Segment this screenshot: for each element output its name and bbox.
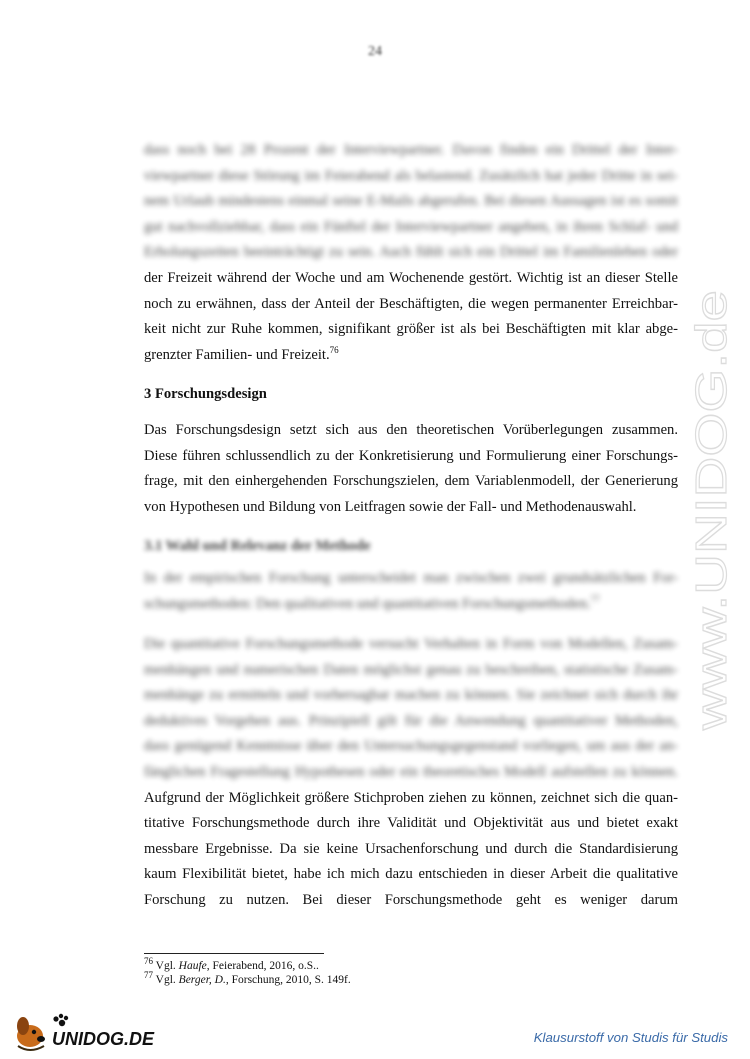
text-line: frage, mit den einhergehenden Forschungszielen, dem Variablenmodell, der Generierung — [144, 473, 678, 490]
text-line: Aufgrund der Möglichkeit größere Stichproben ziehen zu können, zeichnet sich die quan- — [144, 789, 678, 806]
page-number: 24 — [368, 44, 382, 59]
subsection-paragraph — [144, 566, 678, 617]
logo-text: UNIDOG.DE — [52, 1029, 155, 1049]
paw-icon — [53, 1014, 68, 1026]
text-line: Die quantitative Forschungsmethode versucht Verhalten in Form von Modellen, Zusam- — [144, 636, 678, 652]
subsection-heading: 3.1 Wahl und Relevanz der Methode — [144, 538, 371, 554]
text-line: kaum Flexibilität bietet, habe ich mich dazu entschieden in dieser Arbeit die qualitative — [144, 866, 678, 883]
text-line: Das Forschungsdesign setzt sich aus den theoretischen Vorüberlegungen zusammen. — [144, 422, 678, 438]
blurred-text — [144, 138, 678, 266]
footnote — [144, 970, 351, 987]
footnote-text: Vgl. — [155, 960, 179, 972]
unidog-logo — [10, 1010, 160, 1052]
footnote-number: 77 — [144, 970, 153, 981]
text-line: titative Forschungsmethode durch ihre Validität und Objektivität aus und bietet exakt — [144, 815, 678, 832]
dog-icon — [17, 1017, 45, 1050]
text-line: gut nachvollziehbar, dass ein Fünftel der Interviewpartner angeben, in ihren Schlaf- und — [144, 218, 678, 235]
text-line: In der empirischen Forschung unterscheidet man zwischen zwei grundsätzlichen For- — [144, 570, 678, 586]
footnote-text: , Feierabend, 2016, o.S.. — [206, 960, 319, 972]
watermark-text: www.UNIDOG.de — [687, 387, 736, 730]
text-line: viewpartner diese Störung im Feierabend als belastend. Zusätzlich hat jeder Dritte in sei- — [144, 167, 678, 184]
text-line — [144, 343, 678, 369]
text-line: messbare Ergebnisse. Da sie keine Ursachenforschung und durch die Standardisierung — [144, 840, 678, 857]
method-paragraph — [144, 632, 678, 914]
footnote — [144, 956, 319, 973]
text-line: deduktives Vorgehen aus. Prinzipiell gilt für die Anwendung quantitativer Methoden, — [144, 712, 678, 729]
section-heading: 3 Forschungsdesign — [144, 386, 267, 402]
footnote-ref: 76 — [329, 344, 339, 355]
top-paragraph — [144, 138, 678, 368]
text-line: Forschung zu nutzen. Bei dieser Forschungsmethode geht es weniger darum — [144, 891, 678, 908]
text-span: schungsmethoden: Den qualitativen und quantitativen Forschungsmethoden. — [144, 595, 591, 612]
footnote-divider — [144, 953, 324, 954]
text-line: menhängen und numerischen Daten möglichst genau zu beschreiben, statistische Zusam- — [144, 661, 678, 678]
section-paragraph — [144, 418, 678, 520]
footnote-author: Berger, D. — [178, 974, 226, 986]
text-line: menhänge zu ermitteln und vorhersagbar machen zu können. Sie zeichnet sich durch ihr — [144, 687, 678, 704]
text-line: nem Urlaub mindestens einmal seine E-Mails abgerufen. Bei diesen Aussagen ist es somit — [144, 193, 678, 210]
text-line: dass genügend Kenntnisse über den Untersuchungsgegenstand vorliegen, um aus der an- — [144, 738, 678, 755]
footnote-number: 76 — [144, 956, 153, 967]
footnote-text: , Forschung, 2010, S. 149f. — [225, 974, 351, 986]
text-span: grenzter Familien- und Freizeit. — [144, 346, 330, 363]
footnote-text: Vgl. — [155, 974, 179, 986]
text-line: dass noch bei 28 Prozent der Interviewpartner. Davon finden ein Drittel der Inter- — [144, 142, 678, 158]
text-line — [144, 592, 678, 618]
footnote-author: Haufe — [178, 960, 207, 972]
blurred-text — [144, 632, 678, 786]
text-line: Diese führen schlussendlich zu der Konkretisierung und Formulierung einer Forschungs- — [144, 447, 678, 464]
text-line: Erholungszeiten beeinträchtigt zu sein. Auch fühlt sich ein Drittel im Familienleben oder — [144, 244, 678, 261]
text-line: keit nicht zur Ruhe kommen, signifikant größer ist als bei Beschäftigten mit klar abge- — [144, 321, 678, 338]
text-line: fänglichen Fragestellung Hypothesen oder ein theoretisches Modell aufstellen zu können. — [144, 763, 678, 780]
watermark — [670, 290, 750, 740]
text-line: noch zu erwähnen, dass der Anteil der Beschäftigten, die wegen permanenter Erreichbar- — [144, 295, 678, 312]
text-line: der Freizeit während der Woche und am Wochenende gestört. Wichtig ist an dieser Stelle — [144, 269, 678, 286]
slogan: Klausurstoff von Studis für Studis — [533, 1030, 728, 1045]
footnote-ref: 77 — [590, 593, 600, 604]
text-line: von Hypothesen und Bildung von Leitfragen sowie der Fall- und Methodenauswahl. — [144, 498, 637, 515]
